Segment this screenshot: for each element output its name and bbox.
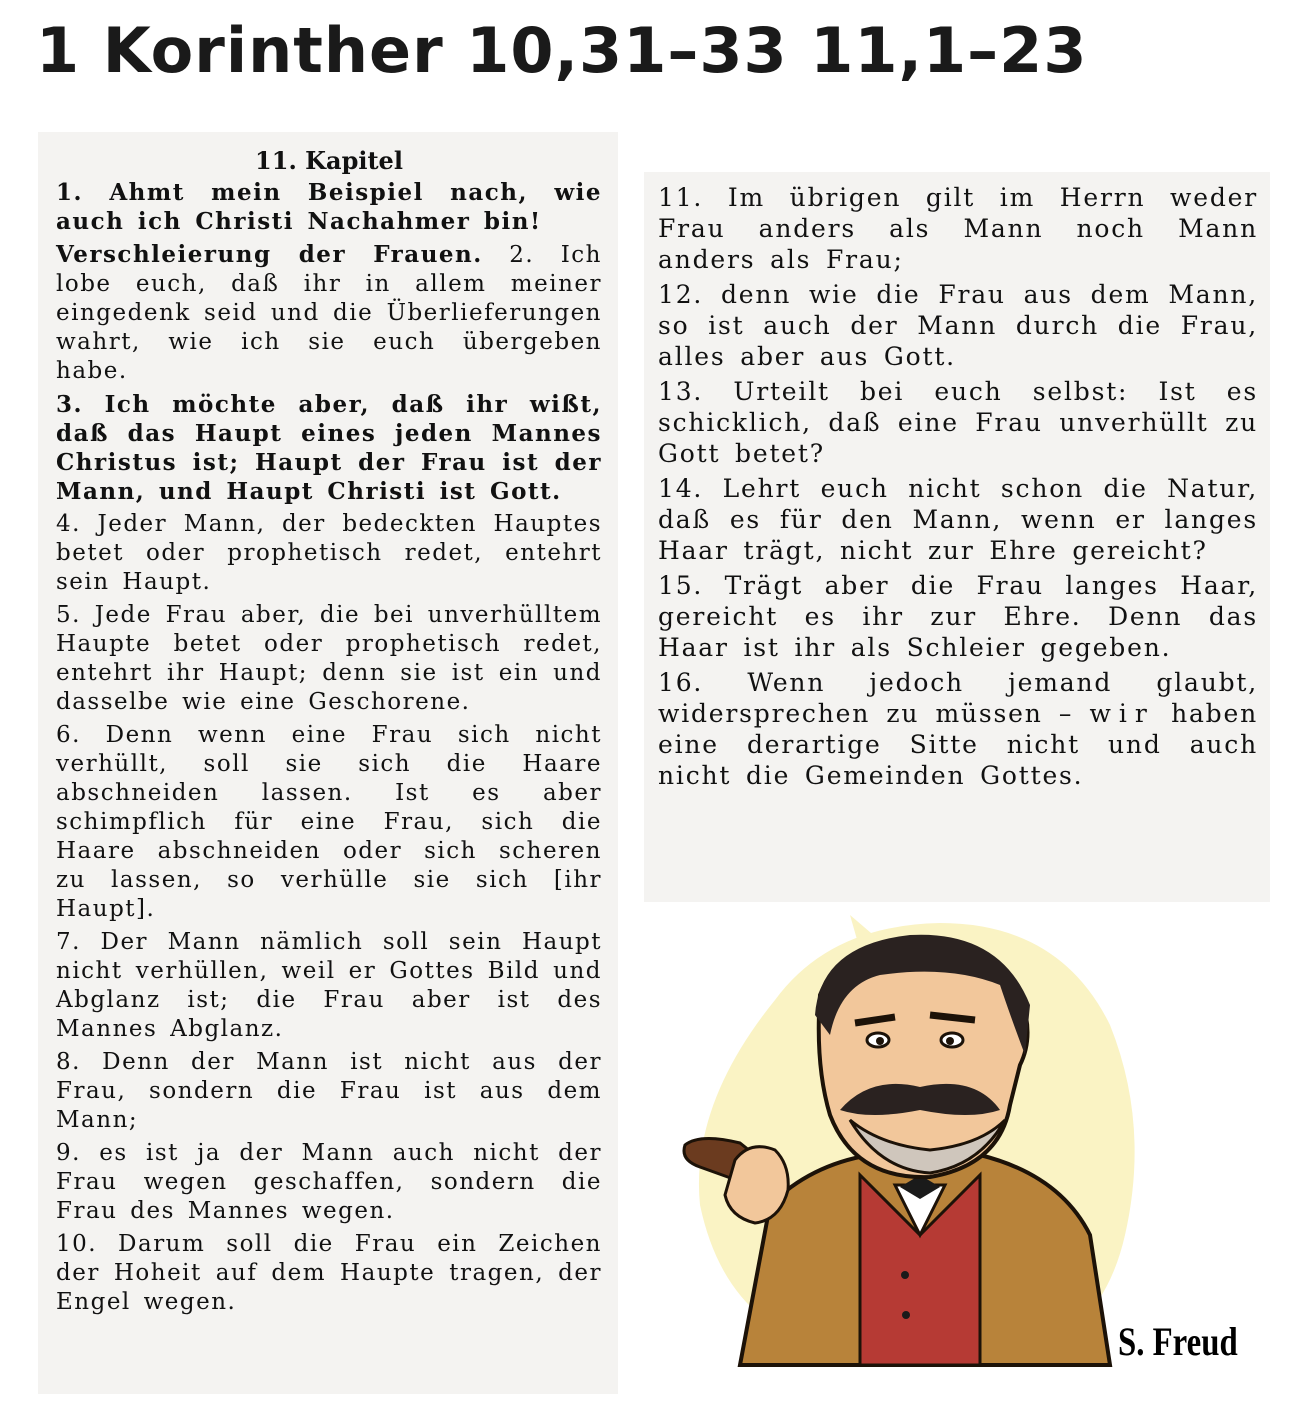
verse-4: 4. Jeder Mann, der bedeckten Hauptes betet oder prophetisch redet, entehrt sein Haupt. xyxy=(56,511,602,595)
verse-13: 13. Urteilt bei euch selbst: Ist es schicklich, daß eine Frau unverhüllt zu Gott betet? xyxy=(658,377,1258,468)
right-column xyxy=(644,172,1270,902)
verse-16-end: haben eine derartige Sitte nicht und auch nicht die Gemeinden Gottes. xyxy=(658,699,1258,790)
page-title: 1 Korinther 10,31–33 11,1–23 xyxy=(36,14,1088,87)
verse-1: 1. Ahmt mein Beispiel nach, wie auch ich Christi Nachahmer bin! xyxy=(56,179,602,235)
verse-8: 8. Denn der Mann ist nicht aus der Frau, sondern die Frau ist aus dem Mann; xyxy=(56,1049,602,1133)
verse-16 xyxy=(658,667,1258,791)
verse-2-text: 2. Ich lobe euch, daß ihr in allem meiner eingedenk seid und die Überlieferungen wahrt, wie ich sie euch übergeben habe. xyxy=(56,242,602,384)
verse-11: 11. Im übrigen gilt im Herrn weder Frau anders als Mann noch Mann anders als Frau; xyxy=(658,183,1258,274)
verse-15: 15. Trägt aber die Frau langes Haar, gereicht es ihr zur Ehre. Denn das Haar ist ihr als Schleier gegeben. xyxy=(658,571,1258,662)
verse-14: 14. Lehrt euch nicht schon die Natur, daß es für den Mann, wenn er langes Haar trägt, nicht zur Ehre gereicht? xyxy=(658,474,1258,565)
verse-9: 9. es ist ja der Mann auch nicht der Frau wegen geschaffen, sondern die Frau des Mannes wegen. xyxy=(56,1140,602,1224)
freud-portrait-icon xyxy=(680,905,1140,1375)
verse-10: 10. Darum soll die Frau ein Zeichen der Hoheit auf dem Haupte tragen, der Engel wegen. xyxy=(56,1231,602,1315)
verse-6: 6. Denn wenn eine Frau sich nicht verhüllt, soll sie sich die Haare abschneiden lassen. Ist es aber schimpflich für eine Frau, sich die Haare abschneiden oder sich scheren zu lassen, so verhülle sie sich [ihr Haupt]. xyxy=(56,722,602,922)
verse-2 xyxy=(56,240,602,386)
verse-3: 3. Ich möchte aber, daß ihr wißt, daß das Haupt eines jeden Mannes Christus ist; Haupt der Frau ist der Mann, und Haupt Christi ist Gott. xyxy=(56,391,602,505)
verse-16-start: 16. Wenn jedoch jemand glaubt, widersprechen zu müssen – xyxy=(658,668,1258,728)
verse-5: 5. Jede Frau aber, die bei unverhülltem Haupte betet oder prophetisch redet, entehrt ihr Haupt; denn sie ist ein und dasselbe wie eine Geschorene. xyxy=(56,602,602,715)
caption: S. Freud xyxy=(1118,1319,1238,1364)
left-column xyxy=(38,132,618,1394)
verse-12: 12. denn wie die Frau aus dem Mann, so ist auch der Mann durch die Frau, alles aber aus Gott. xyxy=(658,280,1258,371)
chapter-heading: 11. Kapitel xyxy=(255,146,403,175)
verse-7: 7. Der Mann nämlich soll sein Haupt nicht verhüllen, weil er Gottes Bild und Abglanz ist; die Frau aber ist des Mannes Abglanz. xyxy=(56,929,602,1042)
verse-16-emphasis: wir xyxy=(1089,699,1155,728)
section-heading: Verschleierung der Frauen. xyxy=(56,241,483,268)
